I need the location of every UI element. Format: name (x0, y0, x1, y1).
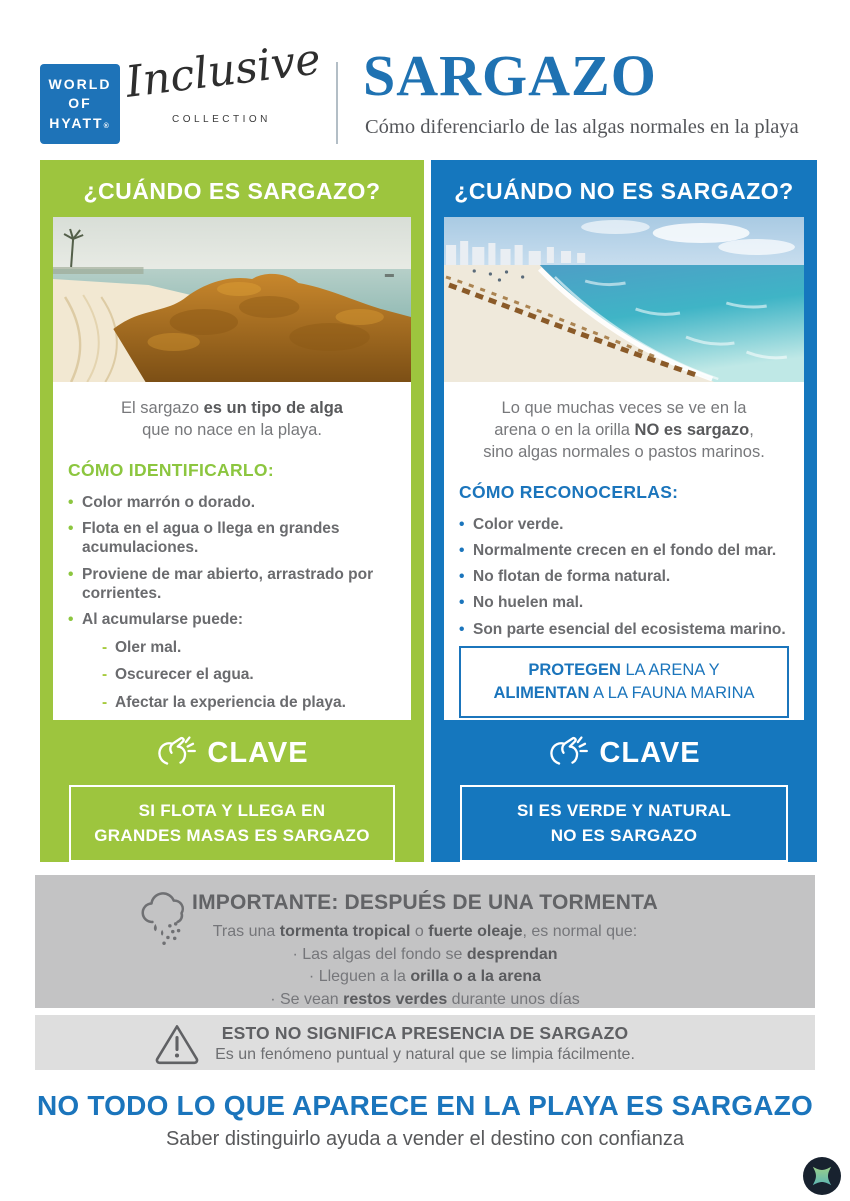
panel-card (53, 217, 411, 720)
storm-line: · Las algas del fondo se desprendan (292, 945, 558, 963)
intro-text: El sargazo es un tipo de alga que no nace en la playa. (121, 399, 343, 439)
list-item: - Oscurecer el agua. (102, 665, 396, 684)
clave-row (53, 734, 411, 773)
logo-line: OF (68, 95, 92, 112)
list-item: • Flota en el agua o llega en grandes acumulaciones. (68, 519, 396, 557)
list-item: • Color marrón o dorado. (68, 493, 396, 512)
list-item: • Al acumularse puede: (68, 610, 396, 629)
header (0, 0, 850, 160)
storm-notice-section (35, 875, 815, 1008)
page-title: SARGAZO (363, 43, 657, 108)
identify-bullet-list (68, 493, 396, 636)
world-of-hyatt-logo (40, 64, 120, 144)
panel-card (444, 217, 804, 720)
clave-key-message: SI ES VERDE Y NATURAL NO ES SARGAZO (460, 785, 788, 862)
list-item: • No flotan de forma natural. (459, 567, 789, 586)
storm-line: Tras una tormenta tropical o fuerte oleaje, es normal que: (212, 923, 638, 940)
sargassum-beach-photo (53, 217, 411, 382)
rain-cloud-icon (135, 889, 197, 956)
storm-line: · Lleguen a la orilla o a la arena (308, 968, 542, 986)
accumulation-sublist (102, 638, 396, 720)
protect-callout-box: PROTEGEN LA ARENA Y ALIMENTAN A LA FAUNA MARINA (459, 646, 789, 718)
inclusive-collection-script: Inclusive (122, 34, 324, 108)
panel-card-body (53, 382, 411, 720)
list-item: • Proviene de mar abierto, arrastrado por corrientes. (68, 565, 396, 603)
no-sargassum-warning-section (35, 1015, 815, 1070)
footer-heading: NO TODO LO QUE APARECE EN LA PLAYA ES SARGAZO (37, 1090, 813, 1121)
storm-heading: IMPORTANTE: DESPUÉS DE UNA TORMENTA (192, 891, 658, 914)
list-item: • No huelen mal. (459, 593, 789, 612)
header-divider (336, 62, 338, 144)
panel-no-es-sargazo (431, 160, 817, 862)
list-item: • Son parte esencial del ecosistema marino. (459, 620, 789, 639)
clave-label: CLAVE (207, 737, 309, 769)
intro-text: Lo que muchas veces se ve en la arena o en la orilla NO es sargazo, sino algas normales o pastos marinos. (483, 399, 765, 461)
storm-line: · Se vean restos verdes durante unos días (270, 991, 580, 1009)
clean-beach-photo (444, 217, 804, 382)
collection-label: COLLECTION (172, 114, 271, 125)
snap-fingers-icon (547, 734, 589, 773)
section-heading: CÓMO IDENTIFICARLO: (68, 459, 274, 480)
section-heading: CÓMO RECONOCERLAS: (459, 481, 679, 502)
panel-title: ¿CUÁNDO NO ES SARGAZO? (454, 178, 794, 204)
registered-mark: ® (103, 122, 111, 130)
warning-text: Es un fenómeno puntual y natural que se limpia fácilmente. (215, 1046, 635, 1063)
list-item: - Afectar la experiencia de playa. (102, 693, 396, 712)
panel-title: ¿CUÁNDO ES SARGAZO? (83, 178, 381, 204)
clave-key-message: SI FLOTA Y LLEGA EN GRANDES MASAS ES SARGAZO (69, 785, 395, 862)
panel-es-sargazo (40, 160, 424, 862)
logo-line: WORLD (48, 75, 112, 92)
list-item: • Color verde. (459, 515, 789, 534)
warning-heading: ESTO NO SIGNIFICA PRESENCIA DE SARGAZO (221, 1023, 629, 1043)
clave-label: CLAVE (599, 737, 701, 769)
warning-triangle-icon (153, 1021, 201, 1071)
list-item: - Oler mal. (102, 638, 396, 657)
panel-card-body (444, 382, 804, 720)
recognize-bullet-list (459, 515, 789, 646)
clave-row (444, 734, 804, 773)
footer-subtitle: Saber distinguirlo ayuda a vender el destino con confianza (165, 1128, 685, 1150)
page-subtitle: Cómo diferenciarlo de las algas normales en la playa (365, 116, 799, 138)
snap-fingers-icon (155, 734, 197, 773)
logo-line: HYATT® (49, 114, 111, 131)
sparkle-star-badge (802, 1156, 842, 1196)
list-item: • Normalmente crecen en el fondo del mar. (459, 541, 789, 560)
